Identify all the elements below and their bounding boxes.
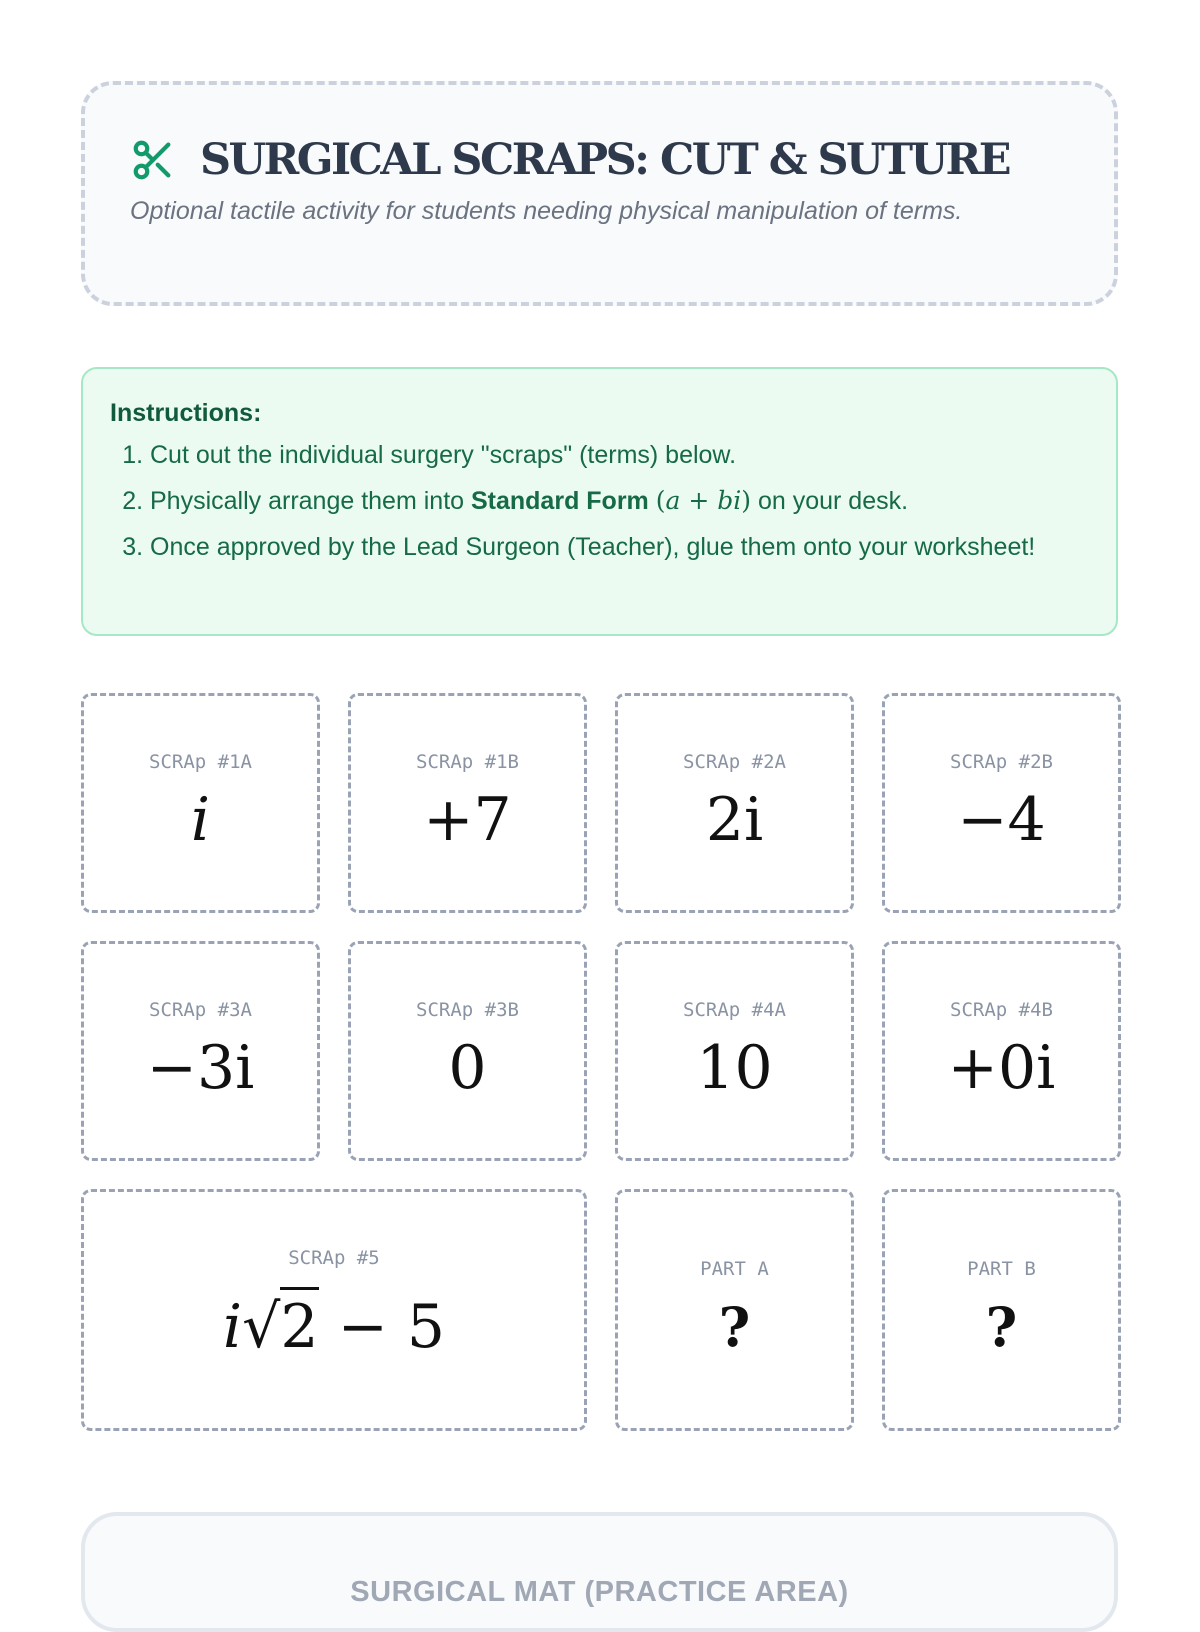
part-label: PART B [967,1258,1036,1280]
scrap-label: SCRAp #2B [950,751,1053,773]
scrap-label: SCRAp #4A [683,999,786,1021]
scrap-card-4a[interactable] [615,941,854,1161]
scrap-value: 0 [448,1033,487,1103]
scrap-card-5[interactable] [81,1189,587,1431]
scrap-label: SCRAp #1A [149,751,252,773]
instruction-step-3: 3. Once approved by the Lead Surgeon (Teacher), glue them onto your worksheet! [150,527,1070,567]
scrap-label: SCRAp #4B [950,999,1053,1021]
scrap-label: SCRAp #3B [416,999,519,1021]
part-a-card[interactable] [615,1189,854,1431]
scrap-value: 2i [705,785,764,855]
instruction-step-1: 1. Cut out the individual surgery "scraps" (terms) below. [150,435,1070,475]
surgical-mat[interactable] [81,1512,1118,1632]
scrap-card-2a[interactable] [615,693,854,913]
mat-title: SURGICAL MAT (PRACTICE AREA) [350,1576,849,1608]
page-title: SURGICAL SCRAPS: CUT & SUTURE [200,135,1010,185]
scrap-value: i [190,785,211,855]
scrap-value: +7 [423,785,512,855]
scrap-label: SCRAp #3A [149,999,252,1021]
scrap-card-2b[interactable] [882,693,1121,913]
scrap-value: −3i [146,1033,255,1103]
scrap-card-3a[interactable] [81,941,320,1161]
instructions-box [81,367,1118,636]
header-card [81,81,1118,306]
scrap-value: 10 [696,1033,773,1103]
scissors-icon [130,137,176,183]
part-b-card[interactable] [882,1189,1121,1431]
instruction-step-2: 2. Physically arrange them into Standard Form (a + bi) on your desk. [150,481,1070,521]
part-label: PART A [700,1258,769,1280]
instructions-list [110,435,1070,573]
scrap-card-3b[interactable] [348,941,587,1161]
scrap-value: i√2 − 5 [84,1292,584,1362]
scrap-label: SCRAp #5 [288,1247,380,1269]
scrap-label: SCRAp #1B [416,751,519,773]
part-value: ? [985,1295,1018,1359]
instructions-title: Instructions: [110,399,262,427]
scrap-label: SCRAp #2A [683,751,786,773]
scrap-value: +0i [947,1033,1056,1103]
sqrt-symbol: √ [242,1292,281,1362]
scrap-card-1b[interactable] [348,693,587,913]
page-subtitle: Optional tactile activity for students needing physical manipulation of terms. [130,197,963,225]
scrap-card-4b[interactable] [882,941,1121,1161]
scrap-card-1a[interactable] [81,693,320,913]
standard-form-text: Standard Form [470,487,649,515]
title-row [130,135,1009,185]
part-value: ? [718,1295,751,1359]
scrap-value: −4 [957,785,1046,855]
